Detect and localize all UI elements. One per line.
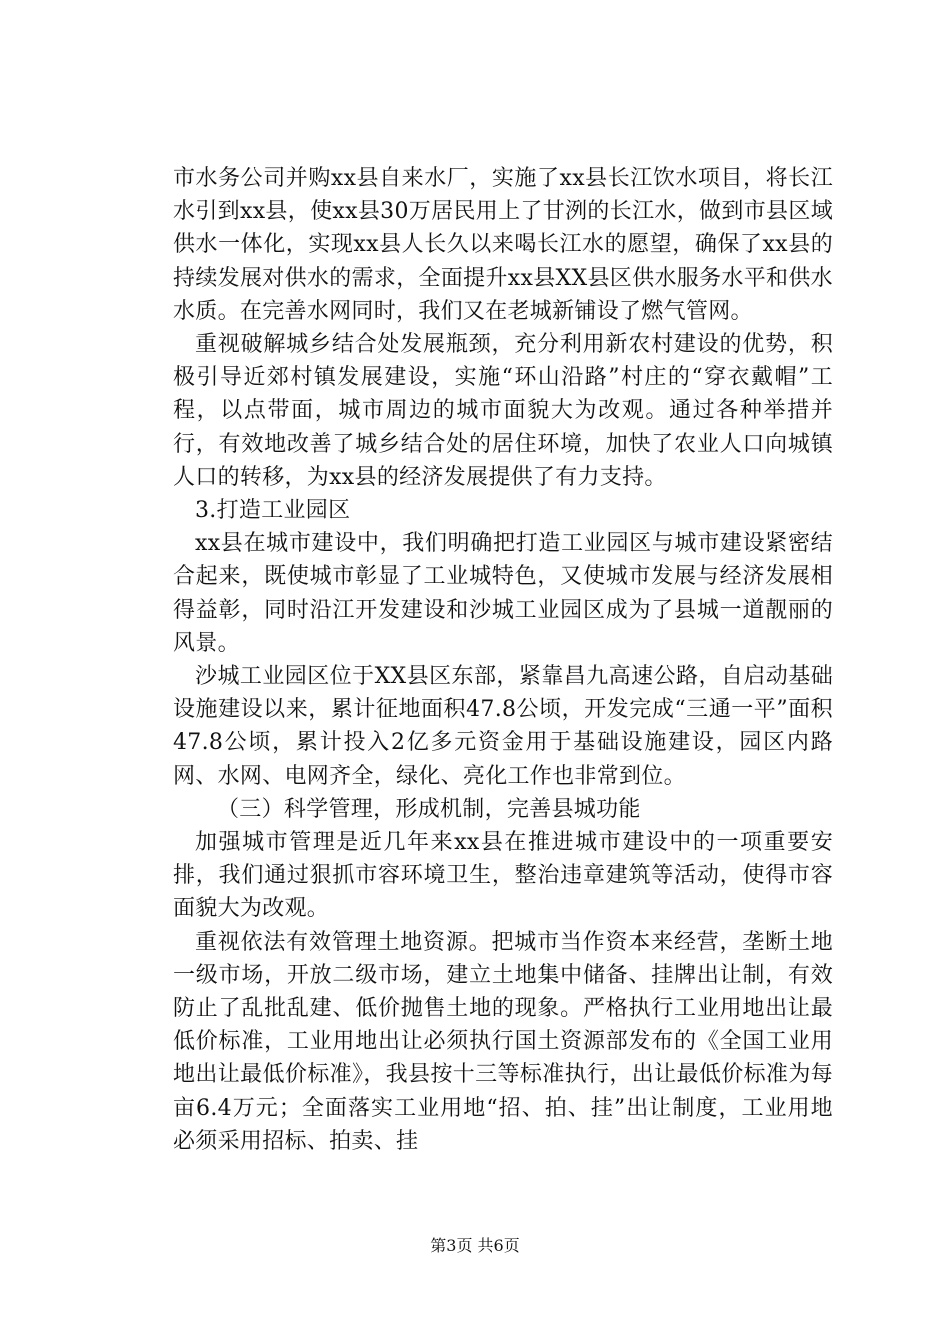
- page-number-footer: 第3页 共6页: [430, 1236, 520, 1255]
- paragraph-urban-rural-fringe: 重视破解城乡结合处发展瓶颈，充分利用新农村建设的优势，积极引导近郊村镇发展建设，实施“环山沿路”村庄的“穿衣戴帽”工程，以点带面，城市周边的城市面貌大为改观。通过各种举措并行，有效地改善了城乡结合处的居住环境，加快了农业人口向城镇人口的转移，为xx县的经济发展提供了有力支持。: [173, 332, 833, 490]
- section-heading-management: （三）科学管理，形成机制，完善县城功能: [217, 796, 641, 822]
- paragraph-land-resources: 重视依法有效管理土地资源。把城市当作资本来经营，垄断土地一级市场，开放二级市场，建立土地集中储备、挂牌出让制，有效防止了乱批乱建、低价抛售土地的现象。严格执行工业用地出让最低价标准，工业用地出让必须执行国土资源部发布的《全国工业用地出让最低价标准》，我县按十三等标准执行，出让最低价标准为每亩6.4万元；全面落实工业用地“招、拍、挂”出让制度，工业用地必须采用招标、拍卖、挂: [173, 929, 833, 1154]
- paragraph-shacheng-park: 沙城工业园区位于XX县区东部，紧靠昌九高速公路，自启动基础设施建设以来，累计征地面积47.8公顷，开发完成“三通一平”面积47.8公顷，累计投入2亿多元资金用于基础设施建设，园区内路网、水网、电网齐全，绿化、亮化工作也非常到位。: [173, 664, 833, 789]
- paragraph-industrial-park-strategy: xx县在城市建设中，我们明确把打造工业园区与城市建设紧密结合起来，既使城市彰显了工业城特色，又使城市发展与经济发展相得益彰，同时沿江开发建设和沙城工业园区成为了县城一道靓丽的风景。: [173, 531, 833, 656]
- section-heading-industrial-park: 3.打造工业园区: [195, 498, 351, 524]
- document-body: [173, 162, 833, 1158]
- paragraph-water-supply: 市水务公司并购xx县自来水厂，实施了xx县长江饮水项目，将长江水引到xx县，使xx县30万居民用上了甘洌的长江水，做到市县区域供水一体化，实现xx县人长久以来喝长江水的愿望，确保了xx县的持续发展对供水的需求，全面提升xx县XX县区供水服务水平和供水水质。在完善水网同时，我们又在老城新铺设了燃气管网。: [173, 166, 833, 324]
- paragraph-city-management: 加强城市管理是近几年来xx县在推进城市建设中的一项重要安排，我们通过狠抓市容环境卫生，整治违章建筑等活动，使得市容面貌大为改观。: [173, 830, 833, 922]
